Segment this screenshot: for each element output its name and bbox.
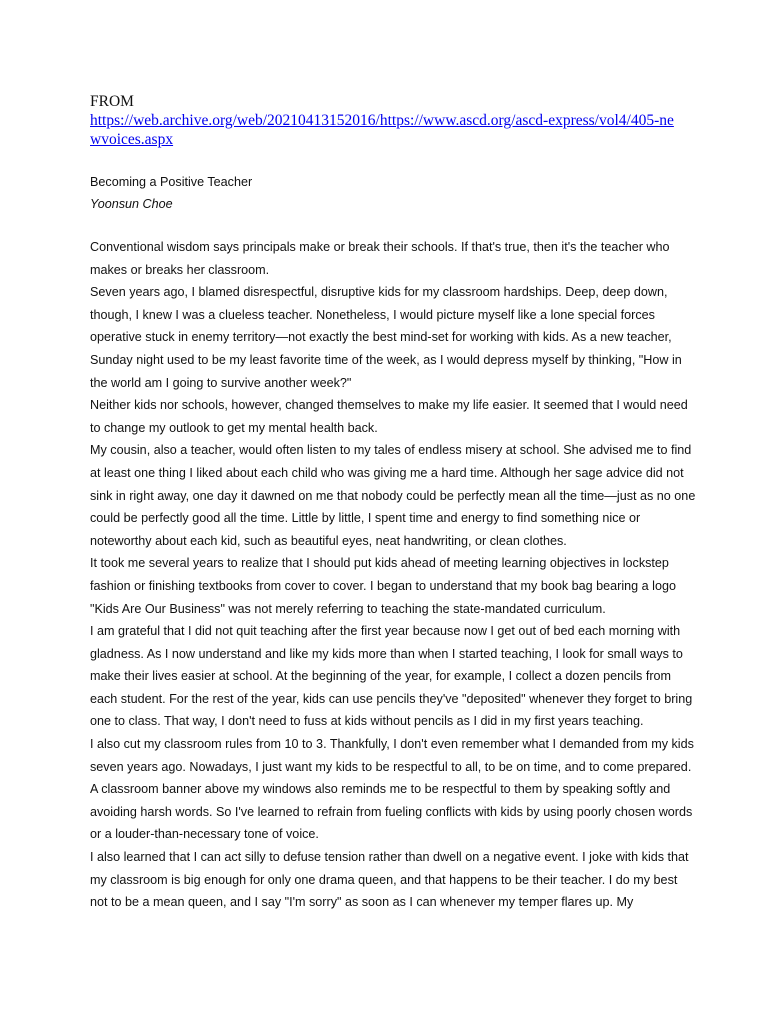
source-header <box>90 92 680 149</box>
article-body <box>90 236 696 914</box>
paragraph: Conventional wisdom says principals make or break their schools. If that's true, then it's the teacher who makes or breaks her classroom. <box>90 240 670 277</box>
paragraph: I also learned that I can act silly to defuse tension rather than dwell on a negative event. I joke with kids that my classroom is big enough for only one drama queen, and that happens to be their teacher. I do my best not to be a mean queen, and I say "I'm sorry" as soon as I can whenever my temper flares up. My <box>90 850 689 910</box>
paragraph: Seven years ago, I blamed disrespectful, disruptive kids for my classroom hardships. Deep, deep down, though, I knew I was a clueless teacher. Nonetheless, I would picture myself like a lone special forces operative stuck in enemy territory—not exactly the best mind-set for working with kids. As a new teacher, Sunday night used to be my least favorite time of the week, as I would depress myself by thinking, "How in the world am I going to survive another week?" <box>90 285 682 390</box>
paragraph: It took me several years to realize that I should put kids ahead of meeting learning objectives in lockstep fashion or finishing textbooks from cover to cover. I began to understand that my book bag bearing a logo "Kids Are Our Business" was not merely referring to teaching the state-mandated curriculum. <box>90 556 676 616</box>
article-heading <box>90 171 690 215</box>
from-label: FROM <box>90 93 134 110</box>
source-link[interactable]: https://web.archive.org/web/20210413152016/https://www.ascd.org/ascd-express/vol4/405-newvoices.aspx <box>90 112 674 148</box>
paragraph: My cousin, also a teacher, would often listen to my tales of endless misery at school. She advised me to find at least one thing I liked about each child who was giving me a hard time. Although her sage advice did not sink in right away, one day it dawned on me that nobody could be perfectly mean all the time—just as no one could be perfectly good all the time. Little by little, I spent time and energy to find something nice or noteworthy about each kid, such as beautiful eyes, neat handwriting, or clean clothes. <box>90 443 696 548</box>
article-author: Yoonsun Choe <box>90 197 173 211</box>
paragraph: Neither kids nor schools, however, changed themselves to make my life easier. It seemed that I would need to change my outlook to get my mental health back. <box>90 398 688 435</box>
article-title: Becoming a Positive Teacher <box>90 175 253 189</box>
paragraph: I also cut my classroom rules from 10 to 3. Thankfully, I don't even remember what I demanded from my kids seven years ago. Nowadays, I just want my kids to be respectful to all, to be on time, and to come prepared. A classroom banner above my windows also reminds me to be respectful to them by speaking softly and avoiding harsh words. So I've learned to refrain from fueling conflicts with kids by using poorly chosen words or a louder-than-necessary tone of voice. <box>90 737 694 842</box>
paragraph: I am grateful that I did not quit teaching after the first year because now I get out of bed each morning with gladness. As I now understand and like my kids more than when I started teaching, I look for small ways to make their lives easier at school. At the beginning of the year, for example, I collect a dozen pencils from each student. For the rest of the year, kids can use pencils they've "deposited" whenever they forget to bring one to class. That way, I don't need to fuss at kids without pencils as I did in my first years teaching. <box>90 624 693 729</box>
